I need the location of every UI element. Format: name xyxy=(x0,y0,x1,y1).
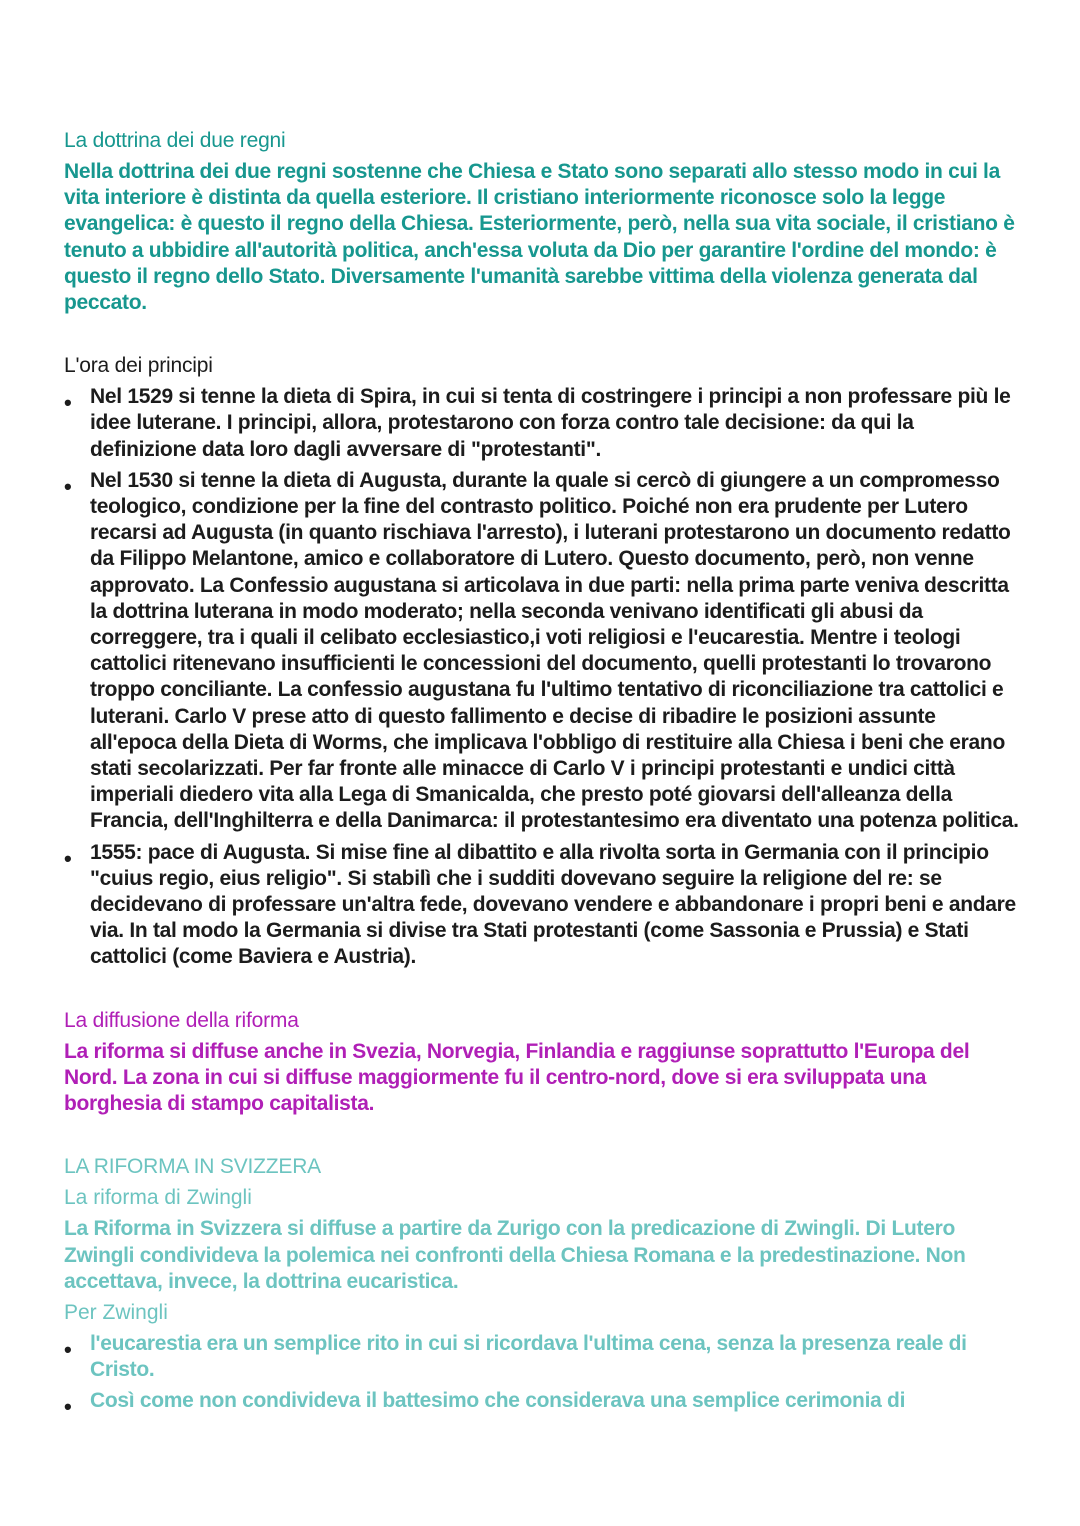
bullet-icon: • xyxy=(64,845,72,871)
bullet-icon: • xyxy=(64,390,72,416)
bullet-icon: • xyxy=(64,473,72,499)
section-heading: L'ora dei principi xyxy=(64,354,213,378)
bullet-icon: • xyxy=(64,1336,72,1362)
section-dottrina xyxy=(64,128,1024,316)
bullet-icon: • xyxy=(64,1394,72,1420)
section-svizzera xyxy=(64,1154,1024,1420)
list-item: • Nel 1530 si tenne la dieta di Augusta, durante la quale si cercò di giungere a un compromesso teologico, condizione per la fine del contrasto politico. Poiché non era prudente per Lutero recarsi ad Augusta (in quanto rischiava l'arresto), i luterani protestarono un documento redatto da Filippo Melantone, amico e collaboratore di Lutero. Questo documento, però, non venne approvato. La Confessio augustana si articolava in due parti: nella prima parte veniva descritta la dottrina luterana in modo moderato; nella seconda venivano identificati gli abusi da correggere, tra i quali il celibato ecclesiastico,i voti religiosi e l'eucarestia. Mentre i teologi cattolici ritenevano insufficienti le concessioni del documento, quelli protestanti lo trovarono troppo conciliante. La confessio augustana fu l'ultimo tentativo di riconciliazione tra cattolici e luterani. Carlo V prese atto di questo fallimento e decise di ribadire le posizioni assunte all'epoca della Dieta di Worms, che implicava l'obbligo di restituire alla Chiesa i beni che erano stati secolarizzati. Per far fronte alle minacce di Carlo V i principi protestanti e undici città imperiali diedero vita alla Lega di Smanicalda, che presto poté giovarsi dell'alleanza della Francia, dell'Inghilterra e della Danimarca: il protestantesimo era diventato una potenza politica. xyxy=(64,468,1019,833)
list-item: • Così come non condivideva il battesimo che considerava una semplice cerimonia di xyxy=(64,1389,906,1420)
section-heading: La dottrina dei due regni xyxy=(64,129,286,152)
section-principi xyxy=(64,353,1024,970)
bullet-list xyxy=(64,1331,1024,1420)
document-page xyxy=(64,128,1024,1420)
section-heading: LA RIFORMA IN SVIZZERA xyxy=(64,1155,321,1179)
section-body: La riforma si diffuse anche in Svezia, Norvegia, Finlandia e raggiunse soprattutto l'Europa del Nord. La zona in cui si diffuse maggiormente fu il centro-nord, dove si era sviluppata una borghesia di stampo capitalista. xyxy=(64,1039,970,1116)
list-item: • Nel 1529 si tenne la dieta di Spira, in cui si tenta di costringere i principi a non professare più le idee luterane. I principi, allora, protestarono con forza contro tale decisione: da qui la definizione data loro dagli avversare di "protestanti". xyxy=(64,385,1011,461)
bullet-list xyxy=(64,384,1024,970)
section-subheading: La riforma di Zwingli xyxy=(64,1186,252,1210)
section-body: La Riforma in Svizzera si diffuse a partire da Zurigo con la predicazione di Zwingli. Di Lutero Zwingli condivideva la polemica nei confronti della Chiesa Romana e la predestinazione. Non accettava, invece, la dottrina eucaristica. xyxy=(64,1217,966,1293)
list-heading: Per Zwingli xyxy=(64,1300,168,1324)
section-diffusione xyxy=(64,1008,1024,1118)
list-item: • l'eucarestia era un semplice rito in cui si ricordava l'ultima cena, senza la presenza reale di Cristo. xyxy=(64,1331,967,1382)
list-item: • 1555: pace di Augusta. Si mise fine al dibattito e alla rivolta sorta in Germania con il principio "cuius regio, eius religio". Si stabilì che i sudditi dovevano seguire la religione del re: se decidevano di professare un'altra fede, dovevano vendere e abbandonare i propri beni e andare via. In tal modo la Germania si divise tra Stati protestanti (come Sassonia e Prussia) e Stati cattolici (come Baviera e Austria). xyxy=(64,840,1016,969)
section-heading: La diffusione della riforma xyxy=(64,1008,299,1032)
section-body: Nella dottrina dei due regni sostenne che Chiesa e Stato sono separati allo stesso modo in cui la vita interiore è distinta da quella esteriore. Il cristiano interiormente riconosce solo la legge evangelica: è questo il regno della Chiesa. Esteriormente, però, nella sua vita sociale, il cristiano è tenuto a ubbidire all'autorità politica, anch'essa voluta da Dio per garantire l'ordine del mondo: è questo il regno dello Stato. Diversamente l'umanità sarebbe vittima della violenza generata dal peccato. xyxy=(64,160,1015,315)
